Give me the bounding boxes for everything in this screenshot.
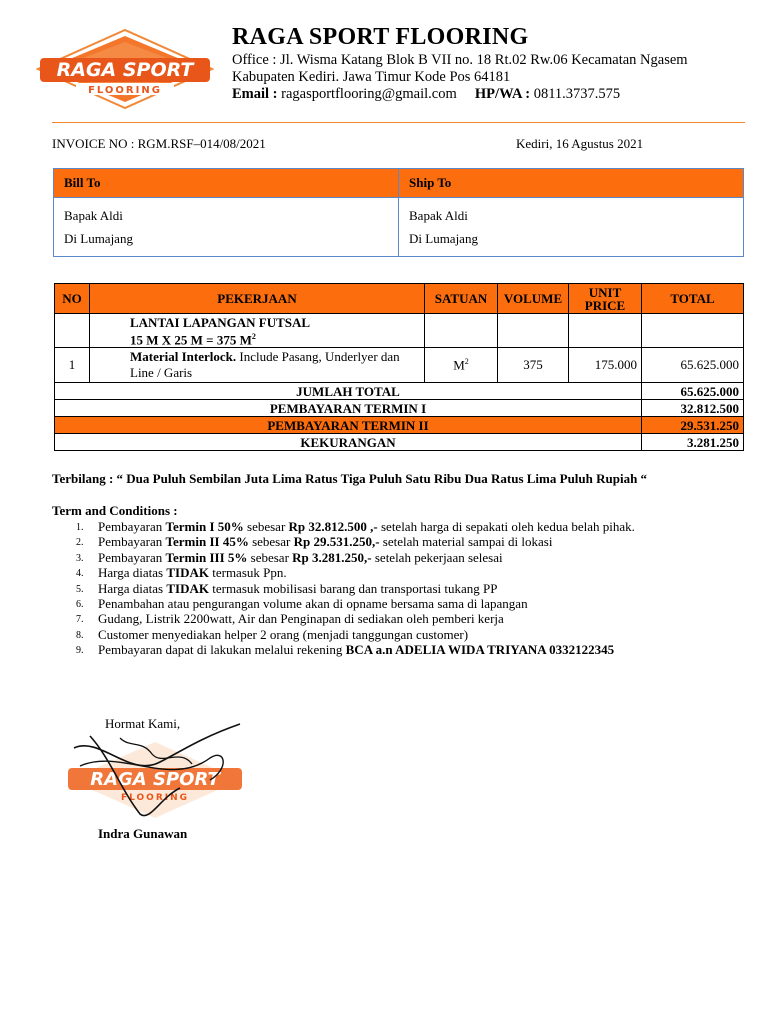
row-desc: Material Interlock. Include Pasang, Underlyer dan Line / Garis (90, 348, 425, 383)
row-no: 1 (55, 348, 90, 383)
list-item: 1. Pembayaran Termin I 50% sebesar Rp 32.812.500 ,- setelah harga di sepakati oleh kedua belah pihak. (76, 519, 635, 534)
company-address (232, 52, 752, 86)
summary-row-termin-1 (55, 400, 744, 417)
terms-title: Term and Conditions : (52, 503, 178, 518)
ship-to-body (399, 198, 744, 257)
col-unit-price (569, 284, 642, 314)
ship-to-name: Bapak Aldi (409, 208, 468, 223)
closing-greeting: Hormat Kami, (105, 716, 181, 731)
ship-to-location: Di Lumajang (409, 231, 478, 246)
bill-to-name: Bapak Aldi (64, 208, 123, 223)
row-volume: 375 (498, 348, 569, 383)
col-satuan: SATUAN (425, 284, 498, 314)
col-unit-price-line1: UNIT (588, 284, 622, 300)
invoice-number: INVOICE NO : RGM.RSF–014/08/2021 (52, 136, 266, 151)
summary-label: PEMBAYARAN TERMIN II (55, 417, 642, 434)
list-item: 6. Penambahan atau pengurangan volume akan di opname bersama sama di lapangan (76, 596, 528, 612)
email-value: ragasportflooring@gmail.com (281, 86, 457, 102)
company-name: RAGA SPORT FLOORING (232, 24, 529, 50)
table-row (55, 348, 744, 383)
col-volume: VOLUME (498, 284, 569, 314)
row-total: 65.625.000 (642, 348, 744, 383)
list-item: 8. Customer menyediakan helper 2 orang (menjadi tanggungan customer) (76, 626, 469, 642)
row-title-line2: 15 M X 25 M = 375 $M^2$ (130, 332, 256, 348)
col-pekerjaan: PEKERJAAN (90, 284, 425, 314)
list-item: 5. Harga diatas TIDAK termasuk mobilisasi barang dan transportasi tukang PP (76, 580, 498, 596)
bill-ship-table (53, 168, 744, 257)
summary-row-termin-2 (55, 417, 744, 434)
logo-main-text: RAGA SPORT (56, 59, 194, 81)
col-unit-price-line2: PRICE (584, 297, 626, 313)
summary-value: 29.531.250 (642, 417, 744, 434)
col-total: TOTAL (642, 284, 744, 314)
ship-to-header: Ship To (399, 169, 744, 198)
header-divider (52, 122, 745, 123)
invoice-date: Kediri, 16 Agustus 2021 (516, 136, 644, 151)
list-item: 9. Pembayaran dapat di lakukan melalui rekening BCA a.n ADELIA WIDA TRIYANA 0332122345 (76, 642, 615, 658)
stamp-logo-text: RAGA SPORT (90, 769, 220, 790)
row-title (90, 314, 425, 348)
email-label: Email : (232, 86, 278, 102)
summary-value: 3.281.250 (642, 434, 744, 451)
phone-label: HP/WA : (474, 86, 531, 102)
stamp-logo-sub: FLOORING (120, 793, 190, 803)
raga-sport-logo (36, 28, 214, 110)
list-item: 2. Pembayaran Termin II 45% sebesar Rp 29.531.250,- setelah material sampai di lokasi (76, 534, 553, 550)
row-satuan: $M^2$ (425, 348, 498, 383)
summary-row-total (55, 383, 744, 400)
table-row (55, 314, 744, 348)
address-line-1: Office : Jl. Wisma Katang Blok B VII no. 18 Rt.02 Rw.06 Kecamatan Ngasem (232, 52, 688, 68)
summary-label: JUMLAH TOTAL (55, 383, 642, 400)
address-line-2: Kabupaten Kediri. Jawa Timur Kode Pos 64181 (232, 69, 511, 85)
phone-value: 0811.3737.575 (533, 86, 621, 102)
summary-label: PEMBAYARAN TERMIN I (55, 400, 642, 417)
summary-value: 32.812.500 (642, 400, 744, 417)
items-table (54, 283, 744, 451)
terbilang-text: Terbilang : “ Dua Puluh Sembilan Juta Lima Ratus Tiga Puluh Satu Ribu Dua Ratus Lima Puluh Rupiah “ (52, 471, 648, 486)
row-unit-price: 175.000 (569, 348, 642, 383)
bill-to-body (54, 198, 399, 257)
summary-label: KEKURANGAN (55, 434, 642, 451)
bill-to-header: Bill To (54, 169, 399, 198)
logo-sub-text: FLOORING (88, 85, 162, 96)
signer-name: Indra Gunawan (98, 826, 188, 841)
list-item: 4. Harga diatas TIDAK termasuk Ppn. (76, 565, 287, 581)
summary-row-kekurangan (55, 434, 744, 451)
list-item: 7. Gudang, Listrik 2200watt, Air dan Penginapan di sediakan oleh pemberi kerja (76, 611, 504, 627)
company-contact (232, 86, 620, 103)
terms-list (52, 519, 752, 658)
row-title-line1: LANTAI LAPANGAN FUTSAL (130, 315, 311, 330)
list-item: 3. Pembayaran Termin III 5% sebesar Rp 3.281.250,- setelah pekerjaan selesai (76, 549, 503, 565)
col-no: NO (55, 284, 90, 314)
bill-to-location: Di Lumajang (64, 231, 133, 246)
signature-stamp (60, 718, 250, 828)
summary-value: 65.625.000 (642, 383, 744, 400)
